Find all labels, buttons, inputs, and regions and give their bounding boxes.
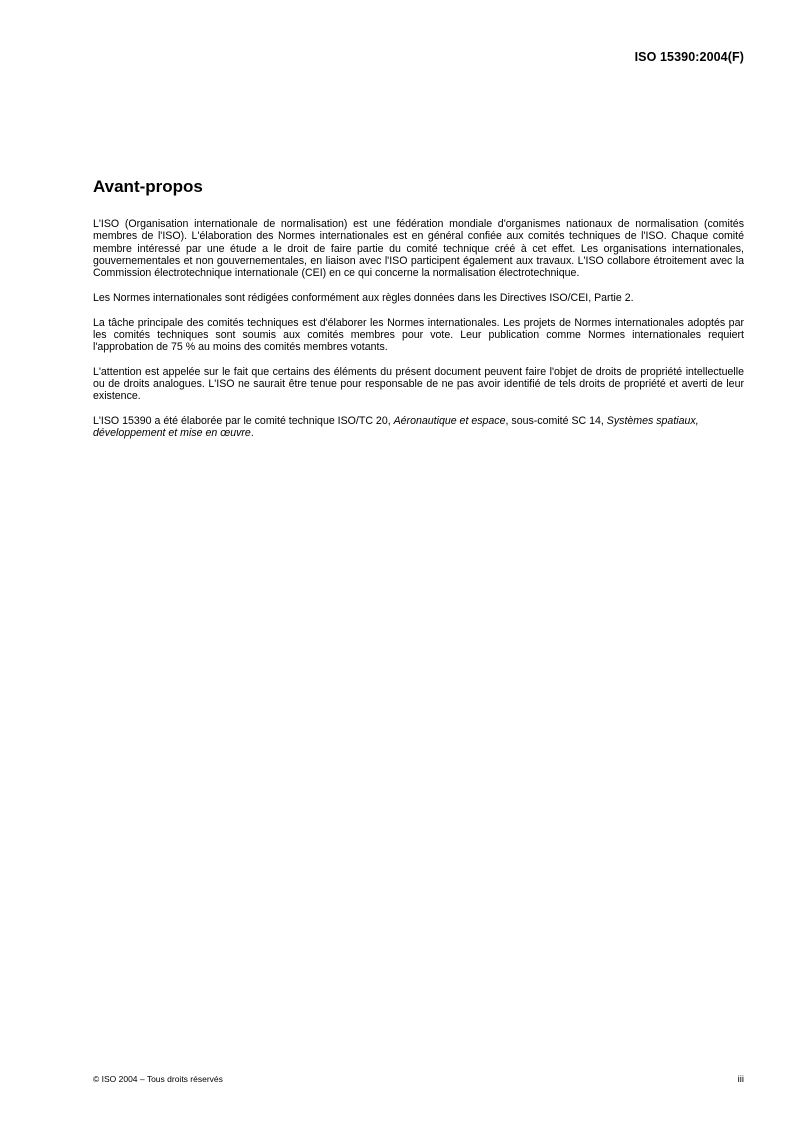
prepared-by-text: L'ISO 15390 a été élaborée par le comité technique ISO/TC 20, <box>93 415 394 428</box>
subcommittee-name: Systèmes spatiaux, développement et mise en œuvre <box>93 415 699 440</box>
paragraph-committee-task: La tâche principale des comités techniques est d'élaborer les Normes internationales. Les projets de Normes internationales adoptés par les comités techniques sont soumis aux comités membres pour vote. Leur publication comme Normes internationales requiert l'approbation de 75 % au moins des comités membres votants. <box>93 316 744 354</box>
page-footer <box>93 1074 744 1085</box>
page-number: iii <box>737 1074 744 1085</box>
paragraph-directives: Les Normes internationales sont rédigées conformément aux règles données dans les Directives ISO/CEI, Partie 2. <box>93 291 634 304</box>
document-id-header: ISO 15390:2004(F) <box>634 50 744 64</box>
paragraph-patent-notice: L'attention est appelée sur le fait que certains des éléments du présent document peuvent faire l'objet de droits de propriété intellectuelle ou de droits analogues. L'ISO ne saurait être tenue pour responsable de ne pas avoir identifié de tels droits de propriété et averti de leur existence. <box>93 365 744 403</box>
page-title: Avant-propos <box>93 177 203 196</box>
paragraph-iso-description: L'ISO (Organisation internationale de normalisation) est une fédération mondiale d'organismes nationaux de normalisation (comités membres de l'ISO). L'élaboration des Normes internationales est en général confiée aux comités techniques de l'ISO. Chaque comité membre intéressé par une étude a le droit de faire partie du comité technique créé à cet effet. Les organisations internationales, gouvernementales et non gouvernementales, en liaison avec l'ISO participent également aux travaux. L'ISO collabore étroitement avec la Commission électrotechnique internationale (CEI) en ce qui concerne la normalisation électrotechnique. <box>93 218 744 280</box>
paragraph-prepared-by <box>93 415 744 440</box>
subcommittee-text: , sous-comité SC 14, <box>505 415 607 428</box>
sentence-end: . <box>250 427 254 440</box>
committee-name: Aéronautique et espace <box>393 415 506 428</box>
foreword-body <box>93 218 744 452</box>
copyright-notice: © ISO 2004 – Tous droits réservés <box>93 1074 223 1084</box>
